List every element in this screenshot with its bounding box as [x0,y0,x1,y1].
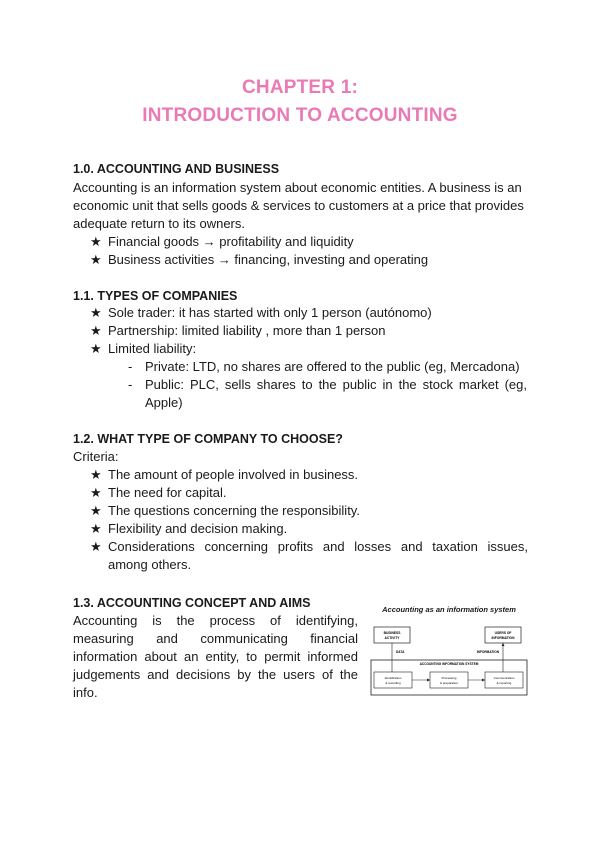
box-label: & reporting [496,681,512,685]
bullet-text: Flexibility and decision making. [108,521,288,536]
star-bullet-icon: ★ [90,485,102,500]
box-label: USERS OF [494,631,512,635]
box-label: INFORMATION [491,636,515,640]
dash-bullet-icon: - [128,359,133,374]
section-1-0-paragraph [73,179,527,233]
paragraph-line: Accounting is an information system about economic entities. A business is an [73,180,522,195]
star-bullet-icon: ★ [90,234,102,249]
criteria-label: Criteria: [73,449,119,464]
communication-reporting-box [485,672,523,688]
box-label: Processing [441,676,457,680]
paragraph-line: Accounting is the process of identifying, [73,613,358,628]
diagram-title: Accounting as an information system [382,605,516,614]
bullet-text: The questions concerning the responsibility. [108,503,360,518]
bullet-text: Financial goods → profitability and liquidity [108,234,354,249]
box-label: Communication [493,676,515,680]
bullet-text: The need for capital. [108,485,227,500]
bullet-text: Considerations concerning profits and losses and taxation issues, among others. [108,539,528,572]
box-label: & recording [385,681,401,685]
dash-bullet-icon: - [128,377,133,392]
box-label: Identification [384,676,402,680]
star-bullet-icon: ★ [90,252,102,267]
sub-bullet-text: Public: PLC, sells shares to the public in the stock market (eg, Apple) [145,377,527,410]
bullet-text: Business activities → financing, investing and operating [108,252,429,267]
system-label: ACCOUNTING INFORMATION SYSTEM [419,662,479,666]
identification-recording-box [374,672,412,688]
data-label: DATA [396,650,405,654]
star-bullet-icon: ★ [90,305,102,320]
bullet-text: Partnership: limited liability , more than 1 person [108,323,386,338]
paragraph-line: adequate return to its owners. [73,216,245,231]
star-bullet-icon: ★ [90,323,102,338]
star-bullet-icon: ★ [90,521,102,536]
paragraph-line: judgements and decisions by the users of the info. [73,667,358,700]
sub-bullet-text: Private: LTD, no shares are offered to the public (eg, Mercadona) [145,359,520,374]
paragraph-line: economic unit that sells goods & services to customers at a price that provides [73,198,524,213]
arrow-head-icon [502,643,505,646]
paragraph-line: measuring and communicating financial [73,631,358,646]
arrow-head-icon [427,679,430,682]
bullet-text: Limited liability: [108,341,197,356]
bullet-text: Sole trader: it has started with only 1 person (autónomo) [108,305,432,320]
chapter-number: CHAPTER 1: [241,77,358,98]
information-label: INFORMATION [476,650,499,654]
box-label: & preparation [439,681,459,685]
star-bullet-icon: ★ [90,467,102,482]
bullet-text: The amount of people involved in business. [108,467,359,482]
arrow-head-icon [482,679,485,682]
box-label: BUSINESS [383,631,401,635]
processing-box [430,672,468,688]
box-label: ACTIVITY [384,636,400,640]
star-bullet-icon: ★ [90,503,102,518]
business-activity-box [374,627,410,643]
star-bullet-icon: ★ [90,539,102,554]
paragraph-line: information about an entity, to permit informed [73,649,358,664]
users-of-information-box [485,627,521,643]
section-1-3-paragraph [73,612,358,700]
accounting-information-system-diagram [368,603,530,699]
section-heading-1-3: 1.3. ACCOUNTING CONCEPT AND AIMS [73,596,311,610]
chapter-title: INTRODUCTION TO ACCOUNTING [142,105,458,126]
section-heading-1-2: 1.2. WHAT TYPE OF COMPANY TO CHOOSE? [73,432,343,446]
star-bullet-icon: ★ [90,341,102,356]
section-heading-1-1: 1.1. TYPES OF COMPANIES [73,289,238,303]
section-heading-1-0: 1.0. ACCOUNTING AND BUSINESS [73,162,280,176]
